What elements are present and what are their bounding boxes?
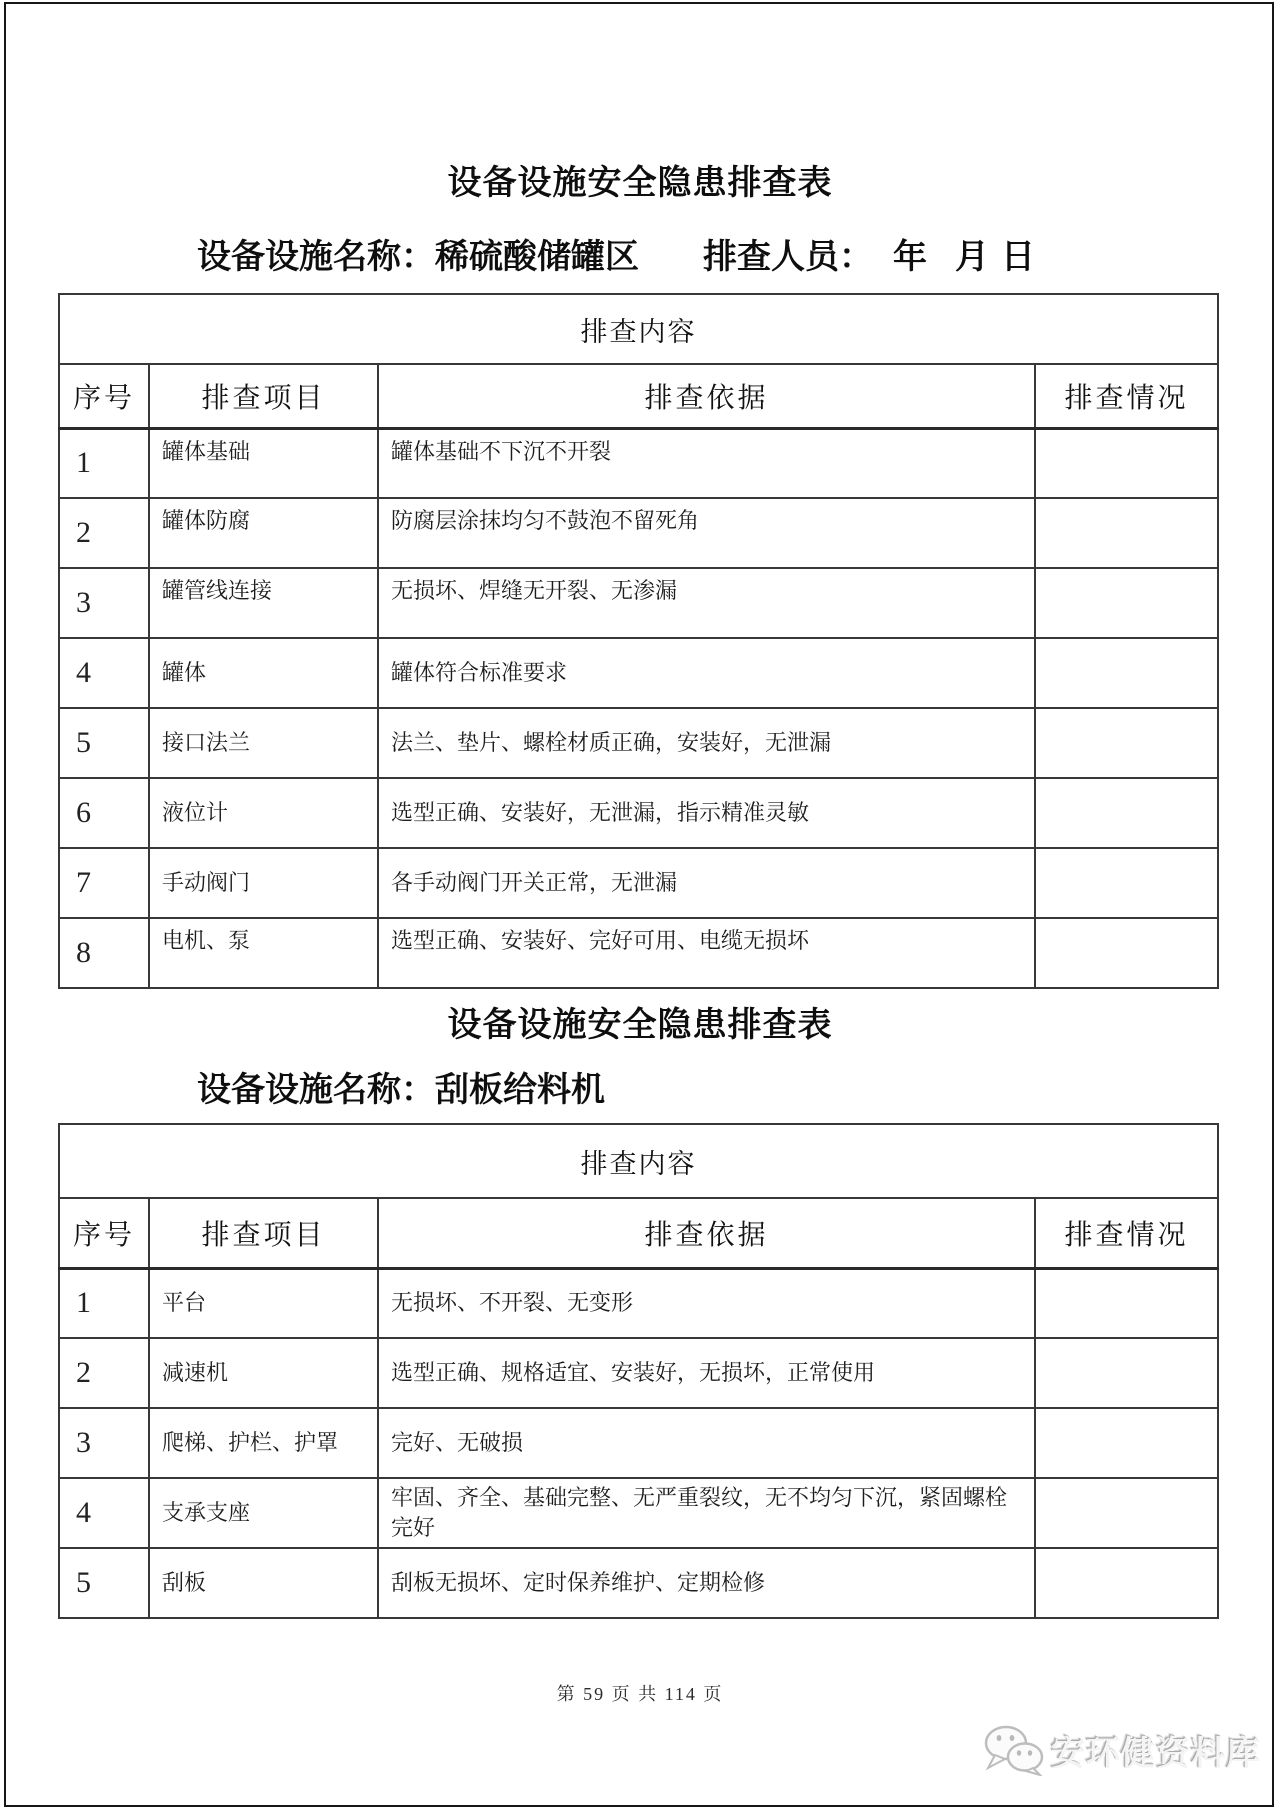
seq-cell: 3 xyxy=(59,1408,149,1478)
seq-cell: 2 xyxy=(59,1338,149,1408)
item-cell: 罐管线连接 xyxy=(149,568,378,638)
status-cell xyxy=(1035,848,1218,918)
table-row xyxy=(59,918,1218,988)
column-header-no: 序号 xyxy=(59,1198,149,1268)
seq-cell: 3 xyxy=(59,568,149,638)
table-row xyxy=(59,498,1218,568)
table-row xyxy=(59,568,1218,638)
seq-cell: 4 xyxy=(59,638,149,708)
wechat-icon xyxy=(983,1724,1045,1776)
item-cell: 罐体防腐 xyxy=(149,498,378,568)
basis-cell: 牢固、齐全、基础完整、无严重裂纹，无不均匀下沉，紧固螺栓完好 xyxy=(378,1478,1035,1548)
status-cell xyxy=(1035,1408,1218,1478)
basis-cell: 刮板无损坏、定时保养维护、定期检修 xyxy=(378,1548,1035,1618)
column-header-status: 排查情况 xyxy=(1035,1198,1218,1268)
inspection-table-1 xyxy=(58,293,1219,989)
status-cell xyxy=(1035,638,1218,708)
column-header-row xyxy=(59,364,1218,428)
seq-cell: 1 xyxy=(59,1268,149,1338)
status-cell xyxy=(1035,428,1218,498)
item-cell: 液位计 xyxy=(149,778,378,848)
table-row xyxy=(59,1268,1218,1338)
status-cell xyxy=(1035,708,1218,778)
device-name-value: 刮板给料机 xyxy=(435,1072,605,1109)
column-header-status: 排查情况 xyxy=(1035,364,1218,428)
status-cell xyxy=(1035,498,1218,568)
basis-cell: 完好、无破损 xyxy=(378,1408,1035,1478)
column-header-item: 排查项目 xyxy=(149,1198,378,1268)
status-cell xyxy=(1035,1268,1218,1338)
basis-cell: 法兰、垫片、螺栓材质正确，安装好，无泄漏 xyxy=(378,708,1035,778)
basis-cell: 无损坏、焊缝无开裂、无渗漏 xyxy=(378,568,1035,638)
seq-cell: 6 xyxy=(59,778,149,848)
status-cell xyxy=(1035,568,1218,638)
table-row xyxy=(59,1478,1218,1548)
seq-cell: 4 xyxy=(59,1478,149,1548)
table-row xyxy=(59,1548,1218,1618)
device-name-value: 稀硫酸储罐区 xyxy=(435,239,639,276)
item-cell: 减速机 xyxy=(149,1338,378,1408)
date-year-label: 年 xyxy=(893,239,927,276)
seq-cell: 5 xyxy=(59,708,149,778)
device-info-line xyxy=(197,238,1035,278)
table-row xyxy=(59,708,1218,778)
basis-cell: 各手动阀门开关正常，无泄漏 xyxy=(378,848,1035,918)
basis-cell: 选型正确、安装好，无泄漏，指示精准灵敏 xyxy=(378,778,1035,848)
seq-cell: 5 xyxy=(59,1548,149,1618)
date-day-label: 日 xyxy=(1001,239,1035,276)
item-cell: 接口法兰 xyxy=(149,708,378,778)
basis-cell: 防腐层涂抹均匀不鼓泡不留死角 xyxy=(378,498,1035,568)
basis-cell: 选型正确、安装好、完好可用、电缆无损坏 xyxy=(378,918,1035,988)
device-name-label: 设备设施名称： xyxy=(197,1072,435,1109)
content-header-cell: 排查内容 xyxy=(59,294,1218,364)
column-header-item: 排查项目 xyxy=(149,364,378,428)
table-row xyxy=(59,1338,1218,1408)
table-row xyxy=(59,638,1218,708)
column-header-row xyxy=(59,1198,1218,1268)
table-row xyxy=(59,1408,1218,1478)
item-cell: 电机、泵 xyxy=(149,918,378,988)
inspector-label: 排查人员： xyxy=(703,239,873,276)
device-info-line-2 xyxy=(197,1071,605,1111)
table-row xyxy=(59,848,1218,918)
device-name-label: 设备设施名称： xyxy=(197,239,435,276)
item-cell: 支承支座 xyxy=(149,1478,378,1548)
status-cell xyxy=(1035,1548,1218,1618)
basis-cell: 罐体基础不下沉不开裂 xyxy=(378,428,1035,498)
watermark-text: 安环健资料库 xyxy=(1051,1735,1261,1773)
status-cell xyxy=(1035,778,1218,848)
item-cell: 罐体基础 xyxy=(149,428,378,498)
seq-cell: 1 xyxy=(59,428,149,498)
inspection-table-2 xyxy=(58,1123,1219,1619)
status-cell xyxy=(1035,1478,1218,1548)
item-cell: 罐体 xyxy=(149,638,378,708)
page-title-2: 设备设施安全隐患排查表 xyxy=(447,1007,833,1044)
status-cell xyxy=(1035,918,1218,988)
basis-cell: 罐体符合标准要求 xyxy=(378,638,1035,708)
page-title: 设备设施安全隐患排查表 xyxy=(447,165,833,202)
content-header-row xyxy=(59,294,1218,364)
table-row xyxy=(59,778,1218,848)
table-row xyxy=(59,428,1218,498)
basis-cell: 选型正确、规格适宜、安装好，无损坏，正常使用 xyxy=(378,1338,1035,1408)
column-header-basis: 排查依据 xyxy=(378,364,1035,428)
watermark xyxy=(983,1724,1261,1776)
seq-cell: 7 xyxy=(59,848,149,918)
column-header-no: 序号 xyxy=(59,364,149,428)
seq-cell: 2 xyxy=(59,498,149,568)
item-cell: 平台 xyxy=(149,1268,378,1338)
item-cell: 刮板 xyxy=(149,1548,378,1618)
basis-cell: 无损坏、不开裂、无变形 xyxy=(378,1268,1035,1338)
content-header-row xyxy=(59,1124,1218,1198)
content-header-cell: 排查内容 xyxy=(59,1124,1218,1198)
item-cell: 爬梯、护栏、护罩 xyxy=(149,1408,378,1478)
column-header-basis: 排查依据 xyxy=(378,1198,1035,1268)
page-number-footer: 第 59 页 共 114 页 xyxy=(556,1684,724,1704)
status-cell xyxy=(1035,1338,1218,1408)
item-cell: 手动阀门 xyxy=(149,848,378,918)
seq-cell: 8 xyxy=(59,918,149,988)
date-month-label: 月 xyxy=(955,239,989,276)
